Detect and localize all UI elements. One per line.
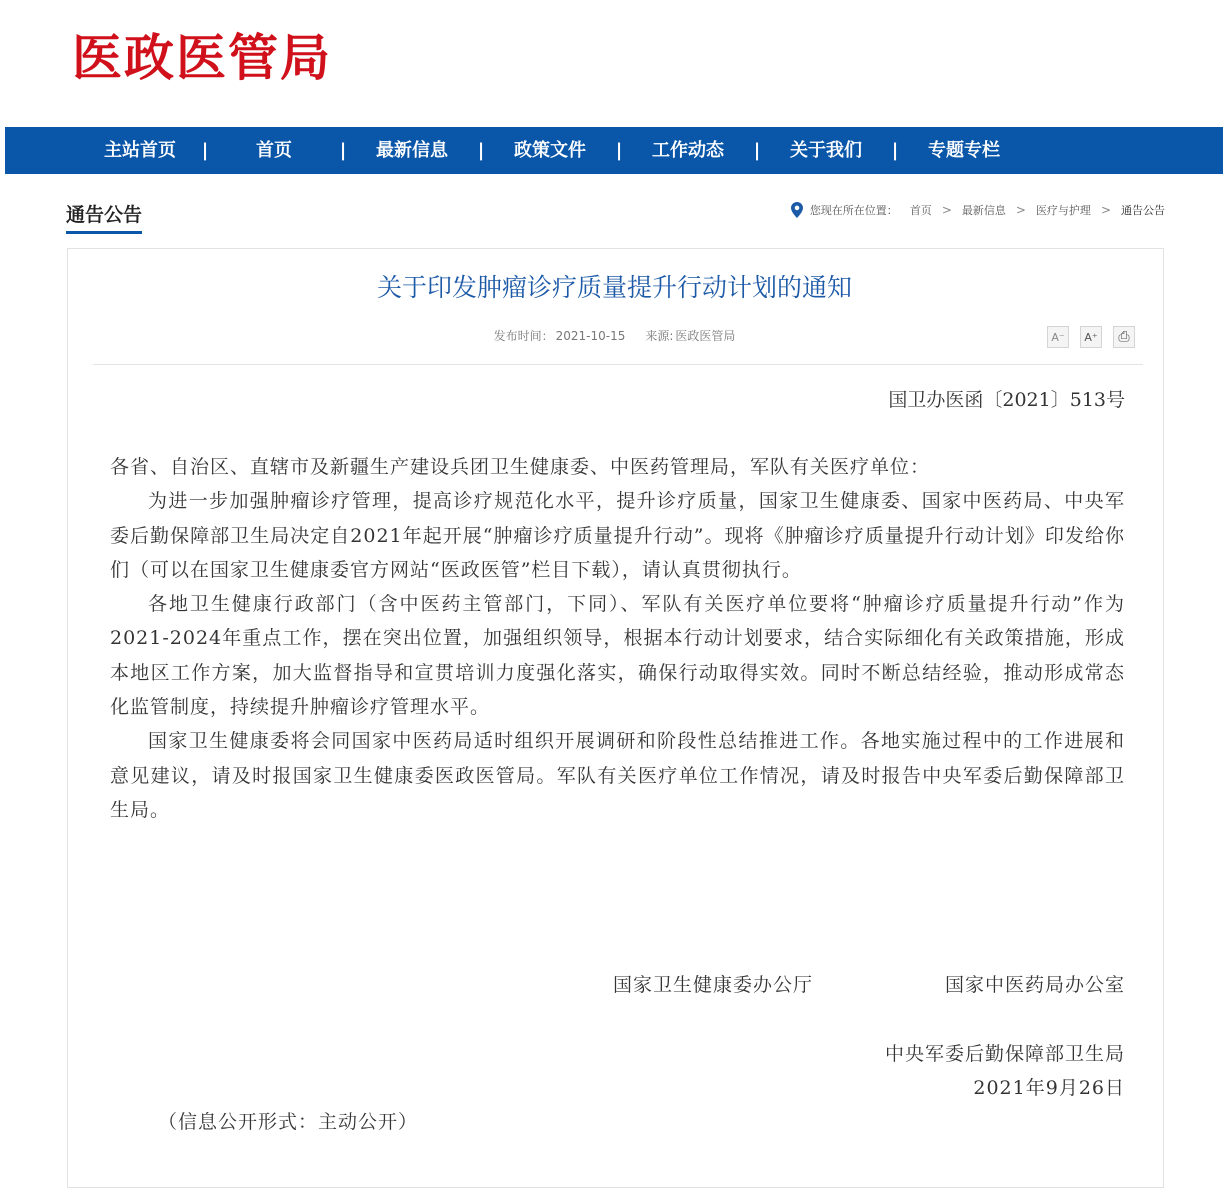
nav-separator: | [891, 140, 899, 161]
nav-separator: | [201, 140, 209, 161]
nav-item-latest[interactable]: 最新信息 [376, 140, 448, 161]
breadcrumb-prefix: 您现在所在位置： [809, 204, 898, 217]
main-navbar [5, 127, 1223, 174]
title-divider [93, 364, 1143, 365]
breadcrumb-current[interactable]: 通告公告 [1121, 204, 1165, 217]
article-meta [0, 327, 1229, 344]
nav-item-about[interactable]: 关于我们 [790, 140, 862, 161]
breadcrumb [791, 200, 1165, 220]
body-paragraph: 各地卫生健康行政部门（含中医药主管部门，下同）、军队有关医疗单位要将“肿瘤诊疗质量提升行动”作为2021-2024年重点工作，摆在突出位置，加强组织领导，根据本行动计划要求，结合实际细化有关政策措施，形成本地区工作方案，加大监督指导和宣贯培训力度强化落实，确保行动取得实效。同时不断总结经验，推动形成常态化监管制度，持续提升肿瘤诊疗管理水平。 [110, 593, 1125, 719]
document-number: 国卫办医函〔2021〕513号 [888, 389, 1125, 411]
article-title: 关于印发肿瘤诊疗质量提升行动计划的通知 [376, 273, 852, 302]
breadcrumb-separator: > [941, 203, 952, 217]
sign-date: 2021年9月26日 [973, 1077, 1125, 1099]
nav-list [95, 127, 1013, 174]
nav-separator: | [753, 140, 761, 161]
signer-military-health-bureau: 中央军委后勤保障部卫生局 [884, 1043, 1125, 1065]
breadcrumb-separator: > [1015, 203, 1026, 217]
site-logo[interactable]: 医政医管局 [72, 28, 332, 87]
location-pin-icon [791, 202, 803, 218]
font-smaller-icon[interactable]: A⁻ [1047, 326, 1069, 348]
source-label: 来源: [645, 329, 674, 343]
nav-separator: | [615, 140, 623, 161]
disclosure-note: （信息公开形式：主动公开） [158, 1111, 419, 1133]
salutation: 各省、自治区、直辖市及新疆生产建设兵团卫生健康委、中医药管理局，军队有关医疗单位： [110, 456, 931, 478]
publish-label: 发布时间： [493, 329, 554, 343]
article-tools [1047, 326, 1146, 348]
nav-item-topics[interactable]: 专题专栏 [928, 140, 1000, 161]
nav-item-home[interactable]: 首页 [256, 140, 292, 161]
source-value: 医政医管局 [675, 329, 736, 343]
nav-item-work-news[interactable]: 工作动态 [652, 140, 724, 161]
breadcrumb-medical-nursing[interactable]: 医疗与护理 [1035, 204, 1091, 217]
publish-date: 2021-10-15 [555, 329, 626, 343]
section-title: 通告公告 [66, 200, 142, 234]
nav-separator: | [339, 140, 347, 161]
print-icon[interactable]: ⎙ [1113, 326, 1135, 348]
breadcrumb-latest[interactable]: 最新信息 [961, 204, 1006, 217]
signer-nhc-office: 国家卫生健康委办公厅 [613, 974, 814, 996]
signer-tcm-office: 国家中医药局办公室 [944, 974, 1125, 996]
nav-separator: | [477, 140, 485, 161]
body-paragraph: 国家卫生健康委将会同国家中医药局适时组织开展调研和阶段性总结推进工作。各地实施过程中的工作进展和意见建议，请及时报国家卫生健康委医政医管局。军队有关医疗单位工作情况，请及时报告中央军委后勤保障部卫生局。 [110, 730, 1125, 821]
breadcrumb-home[interactable]: 首页 [909, 204, 932, 217]
article-body [110, 450, 1125, 827]
body-paragraph: 为进一步加强肿瘤诊疗管理，提高诊疗规范化水平，提升诊疗质量，国家卫生健康委、国家中医药局、中央军委后勤保障部卫生局决定自2021年起开展“肿瘤诊疗质量提升行动”。现将《肿瘤诊疗质量提升行动计划》印发给你们（可以在国家卫生健康委官方网站“医政医管”栏目下载），请认真贯彻执行。 [110, 490, 1125, 581]
breadcrumb-separator: > [1100, 203, 1111, 217]
font-larger-icon[interactable]: A⁺ [1080, 326, 1102, 348]
nav-item-main-home[interactable]: 主站首页 [104, 140, 176, 161]
nav-item-policy[interactable]: 政策文件 [514, 140, 586, 161]
